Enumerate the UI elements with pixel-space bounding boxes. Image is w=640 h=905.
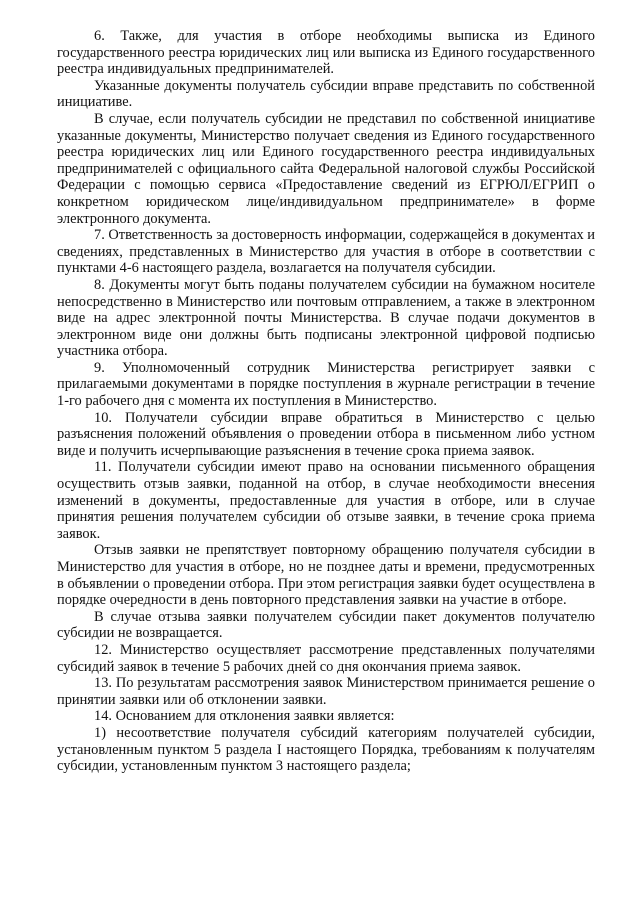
paragraph-withdrawal-no-obstacle: Отзыв заявки не препятствует повторному обращению получателя субсидии в Министерство для участия в отборе, но не позднее даты и времени, предусмотренных в объявлении о проведении отбора. При этом регистрация заявки будет осуществлена в порядке очередности в день повторного представления заявки на участие в отборе. xyxy=(57,542,595,609)
paragraph-documents-own-initiative: Указанные документы получатель субсидии вправе представить по собственной инициативе. xyxy=(57,77,595,111)
paragraph-documents-not-returned: В случае отзыва заявки получателем субсидии пакет документов получателю субсидии не возвращается. xyxy=(57,608,595,642)
paragraph-14: 14. Основанием для отклонения заявки является: xyxy=(94,708,395,725)
paragraph-11: 11. Получатели субсидии имеют право на основании письменного обращения осуществить отзыв заявки, поданной на отбор, в случае необходимости внесения изменений в документы, предоставленные для участия в отборе, или в случае принятия решения получателем субсидии об отзыве заявки, в течение срока приема заявок. xyxy=(57,459,595,542)
document-page xyxy=(57,28,595,775)
paragraph-9: 9. Уполномоченный сотрудник Министерства регистрирует заявки с прилагаемыми документами в порядке поступления в журнале регистрации в течение 1-го рабочего дня с момента их поступления в Министерство. xyxy=(57,359,595,410)
paragraph-13: 13. По результатам рассмотрения заявок Министерством принимается решение о принятии заявки или об отклонении заявки. xyxy=(57,675,595,708)
paragraph-10: 10. Получатели субсидии вправе обратиться в Министерство с целью разъяснения положений объявления о проведении отбора в письменном либо устном виде и получить исчерпывающие разъяснения в течение срока приема заявок. xyxy=(57,409,595,459)
paragraph-7: 7. Ответственность за достоверность информации, содержащейся в документах и сведениях, представленных в Министерство для участия в отборе в соответствии с пунктами 4-6 настоящего раздела, возлагается на получателя субсидии. xyxy=(57,227,595,277)
paragraph-egrul-egrip-request: В случае, если получатель субсидии не представил по собственной инициативе указанные документы, Министерство получает сведения из Единого государственного реестра юридических лиц или Единого государственного реестра индивидуальных предпринимателей с официального сайта Федеральной налоговой службы Российской Федерации с помощью сервиса «Предоставление сведений из ЕГРЮЛ/ЕГРИП о конкретном юридическом лице/индивидуальном предпринимателе» в форме электронного документа. xyxy=(57,110,595,227)
paragraph-6: 6. Также, для участия в отборе необходимы выписка из Единого государственного реестра юридических лиц или выписка из Единого государственного реестра индивидуальных предпринимателей. xyxy=(57,28,595,78)
paragraph-12: 12. Министерство осуществляет рассмотрение представленных получателями субсидий заявок в течение 5 рабочих дней со дня окончания приема заявок. xyxy=(57,641,595,675)
paragraph-8: 8. Документы могут быть поданы получателем субсидии на бумажном носителе непосредственно в Министерство или почтовым отправлением, а также в электронном виде на адрес электронной почты Министерства. В случае подачи документов в электронном виде они должны быть подписаны электронной цифровой подписью участника отбора. xyxy=(57,276,595,360)
paragraph-14-item-1: 1) несоответствие получателя субсидий категориям получателей субсидии, установленным пунктом 5 раздела I настоящего Порядка, требованиям к получателям субсидии, установленным пунктом 3 настоящего раздела; xyxy=(57,724,595,775)
